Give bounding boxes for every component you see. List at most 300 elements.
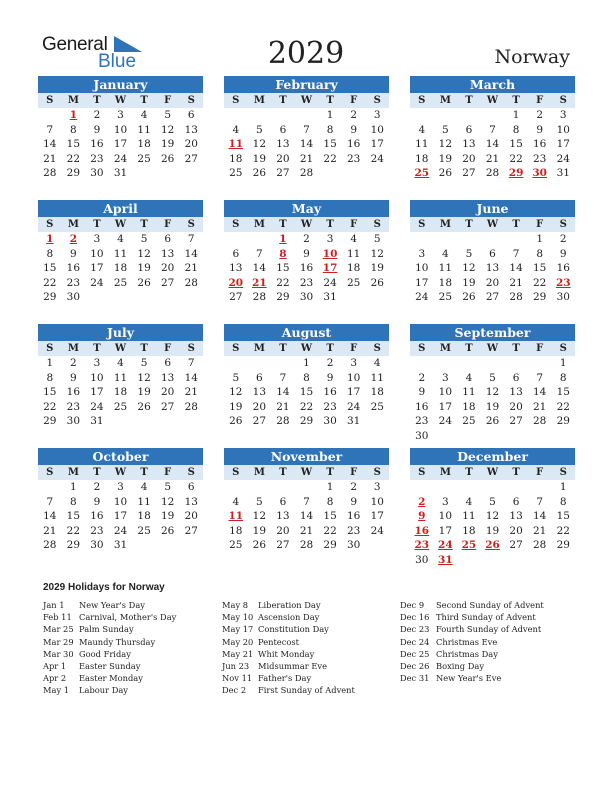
empty-cell — [179, 414, 203, 429]
weekday-label: F — [164, 219, 172, 230]
day-cell: 6 — [512, 495, 520, 508]
weekday-label: T — [140, 95, 148, 106]
holiday-name: Pentecost — [258, 636, 299, 647]
holiday-item — [222, 648, 355, 660]
week-row — [410, 247, 575, 262]
day-cell: 21 — [299, 524, 314, 537]
day-cell: 20 — [509, 524, 523, 537]
day-cell: 26 — [252, 167, 267, 179]
holiday-date: May 17 — [222, 624, 254, 635]
day-cell: 17 — [370, 510, 384, 522]
weekday-label: T — [512, 219, 520, 230]
day-cell: 17 — [113, 510, 128, 522]
day-cell: 13 — [509, 510, 523, 522]
day-cell: 8 — [46, 371, 54, 384]
day-cell: 24 — [90, 276, 104, 289]
day-cell: 10 — [438, 386, 453, 398]
weekday-label: S — [187, 95, 195, 106]
day-cell: 4 — [117, 357, 124, 369]
day-cell: 6 — [256, 371, 263, 384]
holiday-date: Mar 25 — [43, 624, 74, 635]
holiday-day-cell: 8 — [279, 247, 287, 260]
day-cell: 18 — [137, 138, 151, 150]
day-cell: 29 — [299, 415, 314, 427]
month-name: November — [224, 448, 389, 465]
day-cell: 7 — [512, 247, 520, 260]
day-cell: 19 — [137, 262, 151, 274]
day-cell: 11 — [346, 247, 361, 260]
day-cell: 18 — [137, 510, 151, 522]
day-cell: 20 — [276, 152, 290, 165]
weekday-label: S — [559, 343, 567, 354]
day-cell: 10 — [346, 371, 361, 384]
day-cell: 1 — [536, 233, 544, 245]
empty-cell — [457, 356, 481, 371]
day-cell: 30 — [90, 539, 104, 551]
day-cell: 25 — [346, 276, 361, 289]
weekday-label: S — [373, 343, 381, 354]
day-cell: 8 — [536, 247, 544, 260]
day-cell: 14 — [509, 262, 523, 274]
week-row — [224, 232, 389, 247]
day-cell: 11 — [113, 371, 128, 384]
weekday-label: W — [300, 343, 313, 354]
day-cell: 4 — [140, 109, 148, 121]
day-cell: 9 — [93, 495, 101, 508]
holiday-name: New Year's Day — [79, 600, 145, 610]
day-cell: 22 — [323, 152, 337, 165]
weekday-label: T — [93, 95, 101, 106]
holiday-day-cell: 29 — [508, 167, 524, 179]
day-cell: 19 — [137, 386, 151, 398]
day-cell: 16 — [415, 400, 429, 413]
day-cell: 14 — [299, 138, 314, 150]
empty-cell — [504, 429, 528, 444]
month-september — [410, 324, 575, 443]
day-cell: 12 — [485, 386, 500, 398]
day-cell: 18 — [462, 400, 476, 413]
weekday-header — [38, 465, 203, 480]
empty-cell — [179, 290, 203, 305]
empty-cell — [481, 232, 505, 247]
day-cell: 21 — [184, 262, 198, 274]
week-row — [410, 524, 575, 539]
day-cell: 20 — [509, 400, 523, 413]
holiday-date: May 21 — [222, 648, 254, 659]
day-cell: 10 — [438, 510, 453, 522]
day-cell: 26 — [137, 400, 151, 413]
weekday-label: F — [536, 467, 544, 478]
empty-cell — [481, 356, 505, 371]
day-cell: 6 — [164, 357, 172, 369]
day-cell: 16 — [66, 386, 81, 398]
day-cell: 8 — [559, 495, 567, 508]
day-cell: 4 — [465, 371, 473, 384]
empty-cell — [504, 356, 528, 371]
empty-cell — [504, 480, 528, 495]
week-row — [410, 553, 575, 568]
day-cell: 14 — [43, 138, 57, 150]
empty-cell — [365, 538, 389, 553]
week-row — [224, 480, 389, 495]
day-cell: 1 — [559, 357, 567, 369]
day-cell: 12 — [137, 371, 151, 384]
day-cell: 28 — [532, 539, 547, 551]
day-cell: 6 — [489, 247, 496, 260]
empty-cell — [342, 166, 366, 181]
day-cell: 17 — [438, 524, 453, 537]
day-cell: 15 — [556, 386, 570, 398]
weekday-label: M — [253, 219, 265, 230]
holiday-day-cell: 30 — [532, 167, 547, 179]
day-cell: 12 — [252, 510, 267, 522]
country-label: Norway — [494, 46, 570, 68]
day-cell: 25 — [113, 400, 128, 413]
day-cell: 6 — [232, 247, 240, 260]
day-cell: 11 — [137, 495, 151, 508]
weekday-label: S — [559, 95, 567, 106]
holiday-day-cell: 1 — [46, 233, 54, 245]
day-cell: 21 — [509, 276, 523, 289]
week-row — [38, 290, 203, 305]
day-cell: 9 — [326, 371, 334, 384]
day-cell: 25 — [370, 400, 384, 413]
empty-cell — [410, 232, 434, 247]
day-cell: 25 — [229, 167, 243, 179]
day-cell: 14 — [299, 510, 314, 522]
weekday-label: F — [350, 219, 358, 230]
day-cell: 26 — [137, 276, 151, 289]
day-cell: 29 — [532, 291, 547, 303]
day-cell: 15 — [66, 138, 81, 150]
holiday-name: Midsummar Eve — [258, 660, 328, 671]
weekday-label: S — [46, 343, 54, 354]
weekday-label: W — [486, 219, 499, 230]
weekday-label: S — [559, 219, 567, 230]
day-cell: 12 — [485, 510, 500, 522]
day-cell: 5 — [465, 247, 473, 260]
empty-cell — [179, 538, 203, 553]
weekday-label: F — [536, 219, 544, 230]
week-row — [410, 371, 575, 386]
empty-cell — [365, 166, 389, 181]
week-row — [410, 290, 575, 305]
holiday-item — [222, 623, 355, 635]
day-cell: 27 — [509, 415, 523, 427]
week-row — [410, 509, 575, 524]
holiday-name: Good Friday — [79, 648, 131, 659]
holiday-day-cell: 31 — [438, 553, 453, 566]
holiday-name: Liberation Day — [258, 600, 321, 610]
weekday-label: M — [253, 467, 265, 478]
day-cell: 15 — [299, 386, 314, 398]
empty-cell — [318, 166, 342, 181]
day-cell: 3 — [93, 233, 101, 245]
empty-cell — [410, 480, 434, 495]
day-cell: 5 — [140, 357, 148, 369]
week-row — [224, 247, 389, 262]
weekday-header — [410, 341, 575, 356]
weekday-label: T — [512, 343, 520, 354]
weekday-label: T — [326, 95, 334, 106]
holiday-name: Fourth Sunday of Advent — [436, 624, 542, 635]
empty-cell — [481, 480, 505, 495]
empty-cell — [156, 166, 180, 181]
day-cell: 7 — [187, 357, 195, 369]
day-cell: 11 — [113, 247, 128, 260]
week-row — [410, 123, 575, 138]
day-cell: 12 — [438, 138, 453, 150]
day-cell: 15 — [43, 386, 57, 398]
day-cell: 19 — [462, 276, 476, 289]
week-row — [224, 495, 389, 510]
holidays-column — [222, 599, 355, 697]
holiday-date: Feb 11 — [43, 612, 72, 623]
day-cell: 31 — [346, 415, 361, 427]
week-row — [410, 414, 575, 429]
holiday-date: Apr 1 — [43, 660, 67, 671]
holiday-name: Easter Sunday — [79, 660, 141, 671]
empty-cell — [410, 356, 434, 371]
month-december — [410, 448, 575, 567]
month-name: January — [38, 76, 203, 93]
day-cell: 29 — [556, 539, 570, 551]
logo-triangle-icon — [114, 36, 142, 52]
holiday-name: Carnival, Mother's Day — [79, 612, 177, 623]
empty-cell — [109, 414, 133, 429]
week-row — [38, 385, 203, 400]
weekday-label: F — [350, 95, 358, 106]
day-cell: 7 — [46, 495, 54, 508]
week-row — [38, 166, 203, 181]
month-name: May — [224, 200, 389, 217]
day-cell: 25 — [462, 415, 476, 427]
holiday-day-cell: 2 — [69, 233, 78, 245]
month-january — [38, 76, 203, 181]
weekday-label: S — [373, 467, 381, 478]
empty-cell — [156, 290, 180, 305]
day-cell: 9 — [559, 247, 567, 260]
holiday-name: Christmas Eve — [436, 636, 498, 647]
week-row — [224, 414, 389, 429]
day-cell: 7 — [187, 233, 195, 245]
day-cell: 16 — [532, 138, 547, 150]
day-cell: 7 — [303, 495, 310, 508]
day-cell: 29 — [43, 415, 57, 427]
week-row — [38, 495, 203, 510]
empty-cell — [551, 553, 575, 568]
week-row — [224, 276, 389, 291]
weekday-label: T — [465, 95, 473, 106]
weekday-label: S — [418, 467, 426, 478]
logo-blue-text: Blue — [98, 51, 137, 72]
day-cell: 5 — [256, 495, 263, 508]
day-cell: 2 — [70, 357, 77, 369]
day-cell: 4 — [418, 123, 426, 136]
day-cell: 27 — [229, 291, 243, 303]
empty-cell — [410, 108, 434, 123]
day-cell: 15 — [323, 510, 337, 522]
weekday-header — [410, 465, 575, 480]
day-cell: 21 — [43, 152, 57, 165]
day-cell: 20 — [485, 276, 500, 289]
day-cell: 22 — [323, 524, 337, 537]
day-cell: 5 — [140, 233, 148, 245]
day-cell: 18 — [113, 262, 128, 274]
holiday-item — [43, 660, 176, 672]
weekday-label: T — [140, 343, 148, 354]
day-cell: 27 — [485, 291, 500, 303]
empty-cell — [132, 538, 156, 553]
week-row — [410, 137, 575, 152]
day-cell: 31 — [323, 291, 337, 303]
empty-cell — [457, 232, 481, 247]
weekday-label: W — [300, 467, 313, 478]
empty-cell — [504, 232, 528, 247]
weekday-label: S — [232, 95, 240, 106]
day-cell: 12 — [137, 247, 151, 260]
empty-cell — [504, 553, 528, 568]
holiday-name: Whit Monday — [258, 648, 315, 659]
weekday-label: S — [418, 219, 426, 230]
day-cell: 15 — [43, 262, 57, 274]
weekday-label: M — [439, 95, 451, 106]
day-cell: 5 — [164, 481, 172, 493]
weekday-label: W — [486, 343, 499, 354]
week-row — [410, 480, 575, 495]
day-cell: 21 — [276, 400, 290, 413]
day-cell: 28 — [43, 167, 57, 179]
day-cell: 4 — [140, 481, 148, 493]
day-cell: 4 — [232, 495, 240, 508]
day-cell: 25 — [113, 276, 128, 289]
weekday-label: W — [114, 219, 127, 230]
week-row — [224, 385, 389, 400]
day-cell: 14 — [252, 262, 267, 274]
week-row — [224, 524, 389, 539]
day-cell: 15 — [323, 138, 337, 150]
holiday-item — [222, 660, 355, 672]
weekday-label: M — [67, 219, 79, 230]
day-cell: 30 — [556, 291, 570, 303]
day-cell: 1 — [303, 357, 310, 369]
weekday-label: W — [114, 95, 127, 106]
day-cell: 14 — [43, 510, 57, 522]
day-cell: 6 — [164, 233, 172, 245]
weekday-label: T — [465, 343, 473, 354]
weekday-label: S — [187, 219, 195, 230]
day-cell: 18 — [370, 386, 384, 398]
day-cell: 15 — [276, 262, 290, 274]
day-cell: 13 — [184, 495, 198, 508]
empty-cell — [551, 429, 575, 444]
day-cell: 29 — [66, 539, 81, 551]
day-cell: 2 — [350, 109, 358, 121]
day-cell: 9 — [536, 123, 544, 136]
month-name: August — [224, 324, 389, 341]
day-cell: 28 — [184, 276, 198, 289]
week-row — [410, 356, 575, 371]
day-cell: 23 — [90, 524, 104, 537]
month-name: July — [38, 324, 203, 341]
week-row — [38, 414, 203, 429]
day-cell: 16 — [90, 510, 104, 522]
holiday-date: Dec 25 — [400, 648, 430, 659]
day-cell: 11 — [370, 371, 384, 384]
holiday-day-cell: 23 — [555, 276, 571, 289]
day-cell: 13 — [229, 262, 243, 274]
week-row — [38, 108, 203, 123]
week-row — [410, 385, 575, 400]
day-cell: 28 — [299, 539, 314, 551]
day-cell: 19 — [438, 152, 453, 165]
holiday-date: Dec 31 — [400, 673, 430, 684]
day-cell: 23 — [299, 276, 314, 289]
day-cell: 24 — [370, 524, 384, 537]
day-cell: 9 — [418, 386, 426, 398]
weekday-label: S — [373, 219, 381, 230]
holiday-day-cell: 10 — [322, 247, 338, 260]
weekday-label: S — [373, 95, 381, 106]
holiday-name: Christmas Day — [436, 648, 498, 659]
holidays-column — [43, 599, 176, 697]
month-name: April — [38, 200, 203, 217]
week-row — [410, 400, 575, 415]
weekday-label: T — [279, 343, 287, 354]
holidays-section — [43, 582, 573, 696]
day-cell: 24 — [346, 400, 361, 413]
day-cell: 21 — [485, 152, 500, 165]
week-row — [224, 137, 389, 152]
day-cell: 2 — [93, 481, 101, 493]
holiday-day-cell: 11 — [228, 138, 244, 150]
week-row — [410, 495, 575, 510]
weekday-label: M — [439, 219, 451, 230]
day-cell: 21 — [184, 386, 198, 398]
day-cell: 13 — [160, 247, 175, 260]
empty-cell — [224, 356, 248, 371]
day-cell: 4 — [373, 357, 381, 369]
week-row — [224, 538, 389, 553]
holiday-date: May 10 — [222, 612, 254, 623]
day-cell: 19 — [370, 262, 384, 274]
day-cell: 14 — [532, 510, 547, 522]
empty-cell — [434, 108, 458, 123]
day-cell: 9 — [350, 123, 358, 136]
holiday-day-cell: 23 — [414, 539, 430, 551]
holiday-item — [43, 623, 176, 635]
empty-cell — [248, 356, 272, 371]
day-cell: 2 — [303, 233, 310, 245]
day-cell: 24 — [556, 152, 570, 165]
holiday-name: Father's Day — [258, 673, 312, 684]
holiday-item — [43, 672, 176, 684]
weekday-label: T — [326, 467, 334, 478]
holiday-date: Apr 2 — [43, 673, 67, 684]
holiday-date: Jun 23 — [222, 660, 250, 671]
week-row — [224, 123, 389, 138]
weekday-label: T — [326, 343, 334, 354]
day-cell: 29 — [276, 291, 290, 303]
holiday-item — [222, 611, 355, 623]
week-row — [224, 261, 389, 276]
empty-cell — [295, 108, 319, 123]
weekday-label: W — [114, 467, 127, 478]
day-cell: 13 — [184, 123, 198, 136]
day-cell: 4 — [232, 123, 240, 136]
day-cell: 8 — [46, 247, 54, 260]
day-cell: 4 — [117, 233, 124, 245]
